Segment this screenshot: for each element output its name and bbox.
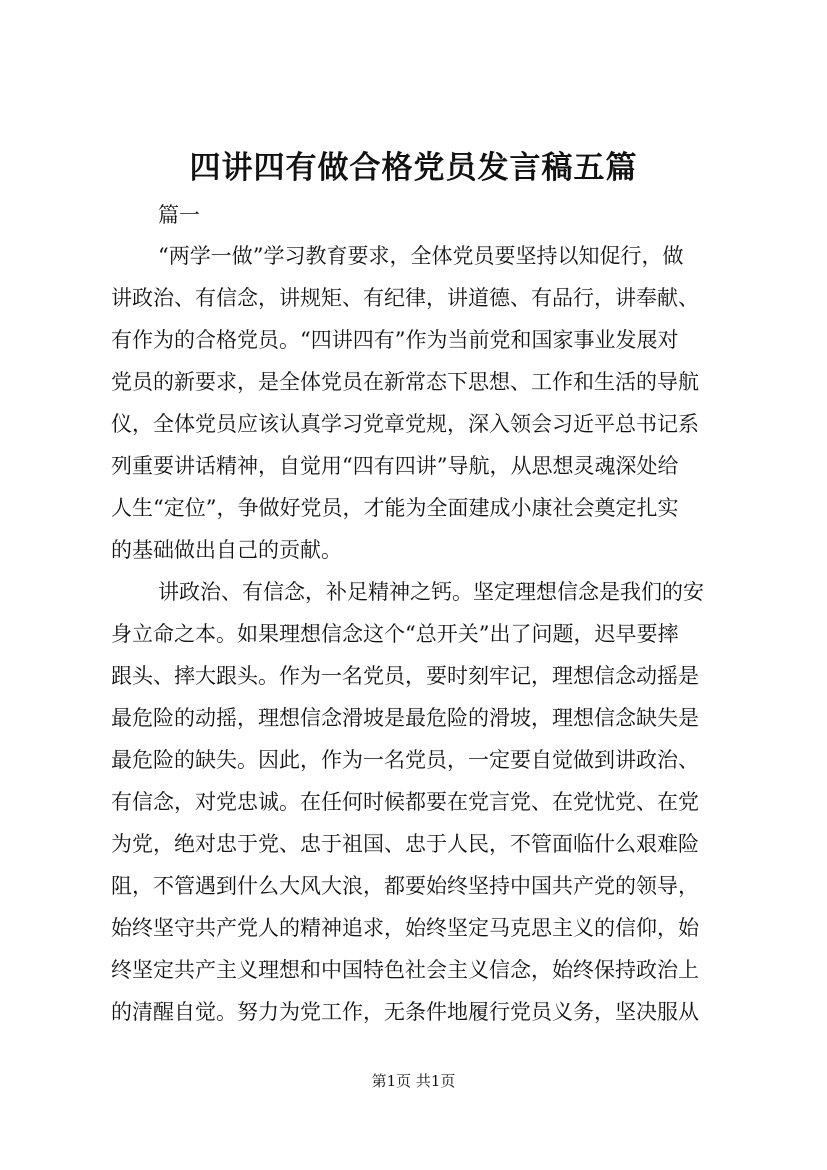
paragraph-2-line-11: 的清醒自觉。努力为党工作，无条件地履行党员义务，坚决服从 — [111, 1000, 699, 1024]
paragraph-1-line-5: 仪，全体党员应该认真学习党章党规，深入领会习近平总书记系 — [111, 412, 699, 436]
section-label: 篇一 — [158, 203, 200, 227]
paragraph-2-line-8: 阻，不管遇到什么大风大浪，都要始终坚持中国共产党的领导， — [111, 874, 699, 898]
paragraph-1-line-7: 人生“定位”，争做好党员，才能为全面建成小康社会奠定扎实 — [111, 496, 679, 520]
paragraph-2-line-7: 为党，绝对忠于党、忠于祖国、忠于人民，不管面临什么艰难险 — [111, 832, 699, 856]
paragraph-2-line-1: 讲政治、有信念，补足精神之钙。坚定理想信念是我们的安 — [158, 580, 704, 604]
paragraph-2-line-6: 有信念，对党忠诚。在任何时候都要在党言党、在党忧党、在党 — [111, 790, 699, 814]
paragraph-1-line-1: “两学一做”学习教育要求，全体党员要坚持以知促行，做 — [158, 244, 684, 268]
paragraph-1-line-8: 的基础做出自己的贡献。 — [111, 538, 342, 562]
paragraph-2-line-5: 最危险的缺失。因此，作为一名党员，一定要自觉做到讲政治、 — [111, 748, 699, 772]
paragraph-2-line-4: 最危险的动摇，理想信念滑坡是最危险的滑坡，理想信念缺失是 — [111, 706, 699, 730]
document-title: 四讲四有做合格党员发言稿五篇 — [189, 150, 638, 186]
page-number-footer: 第1页 共1页 — [371, 1072, 456, 1090]
paragraph-2-line-9: 始终坚守共产党人的精神追求，始终坚定马克思主义的信仰，始 — [111, 916, 699, 940]
paragraph-1-line-4: 党员的新要求，是全体党员在新常态下思想、工作和生活的导航 — [111, 370, 699, 394]
paragraph-1-line-2: 讲政治、有信念，讲规矩、有纪律，讲道德、有品行，讲奉献、 — [111, 286, 699, 310]
paragraph-1-line-3: 有作为的合格党员。“四讲四有”作为当前党和国家事业发展对 — [111, 328, 679, 352]
paragraph-1-line-6: 列重要讲话精神，自觉用“四有四讲”导航，从思想灵魂深处给 — [111, 454, 679, 478]
paragraph-2-line-10: 终坚定共产主义理想和中国特色社会主义信念，始终保持政治上 — [111, 958, 699, 982]
paragraph-2-line-2: 身立命之本。如果理想信念这个“总开关”出了问题，迟早要摔 — [111, 622, 679, 646]
paragraph-2-line-3: 跟头、摔大跟头。作为一名党员，要时刻牢记，理想信念动摇是 — [111, 664, 699, 688]
